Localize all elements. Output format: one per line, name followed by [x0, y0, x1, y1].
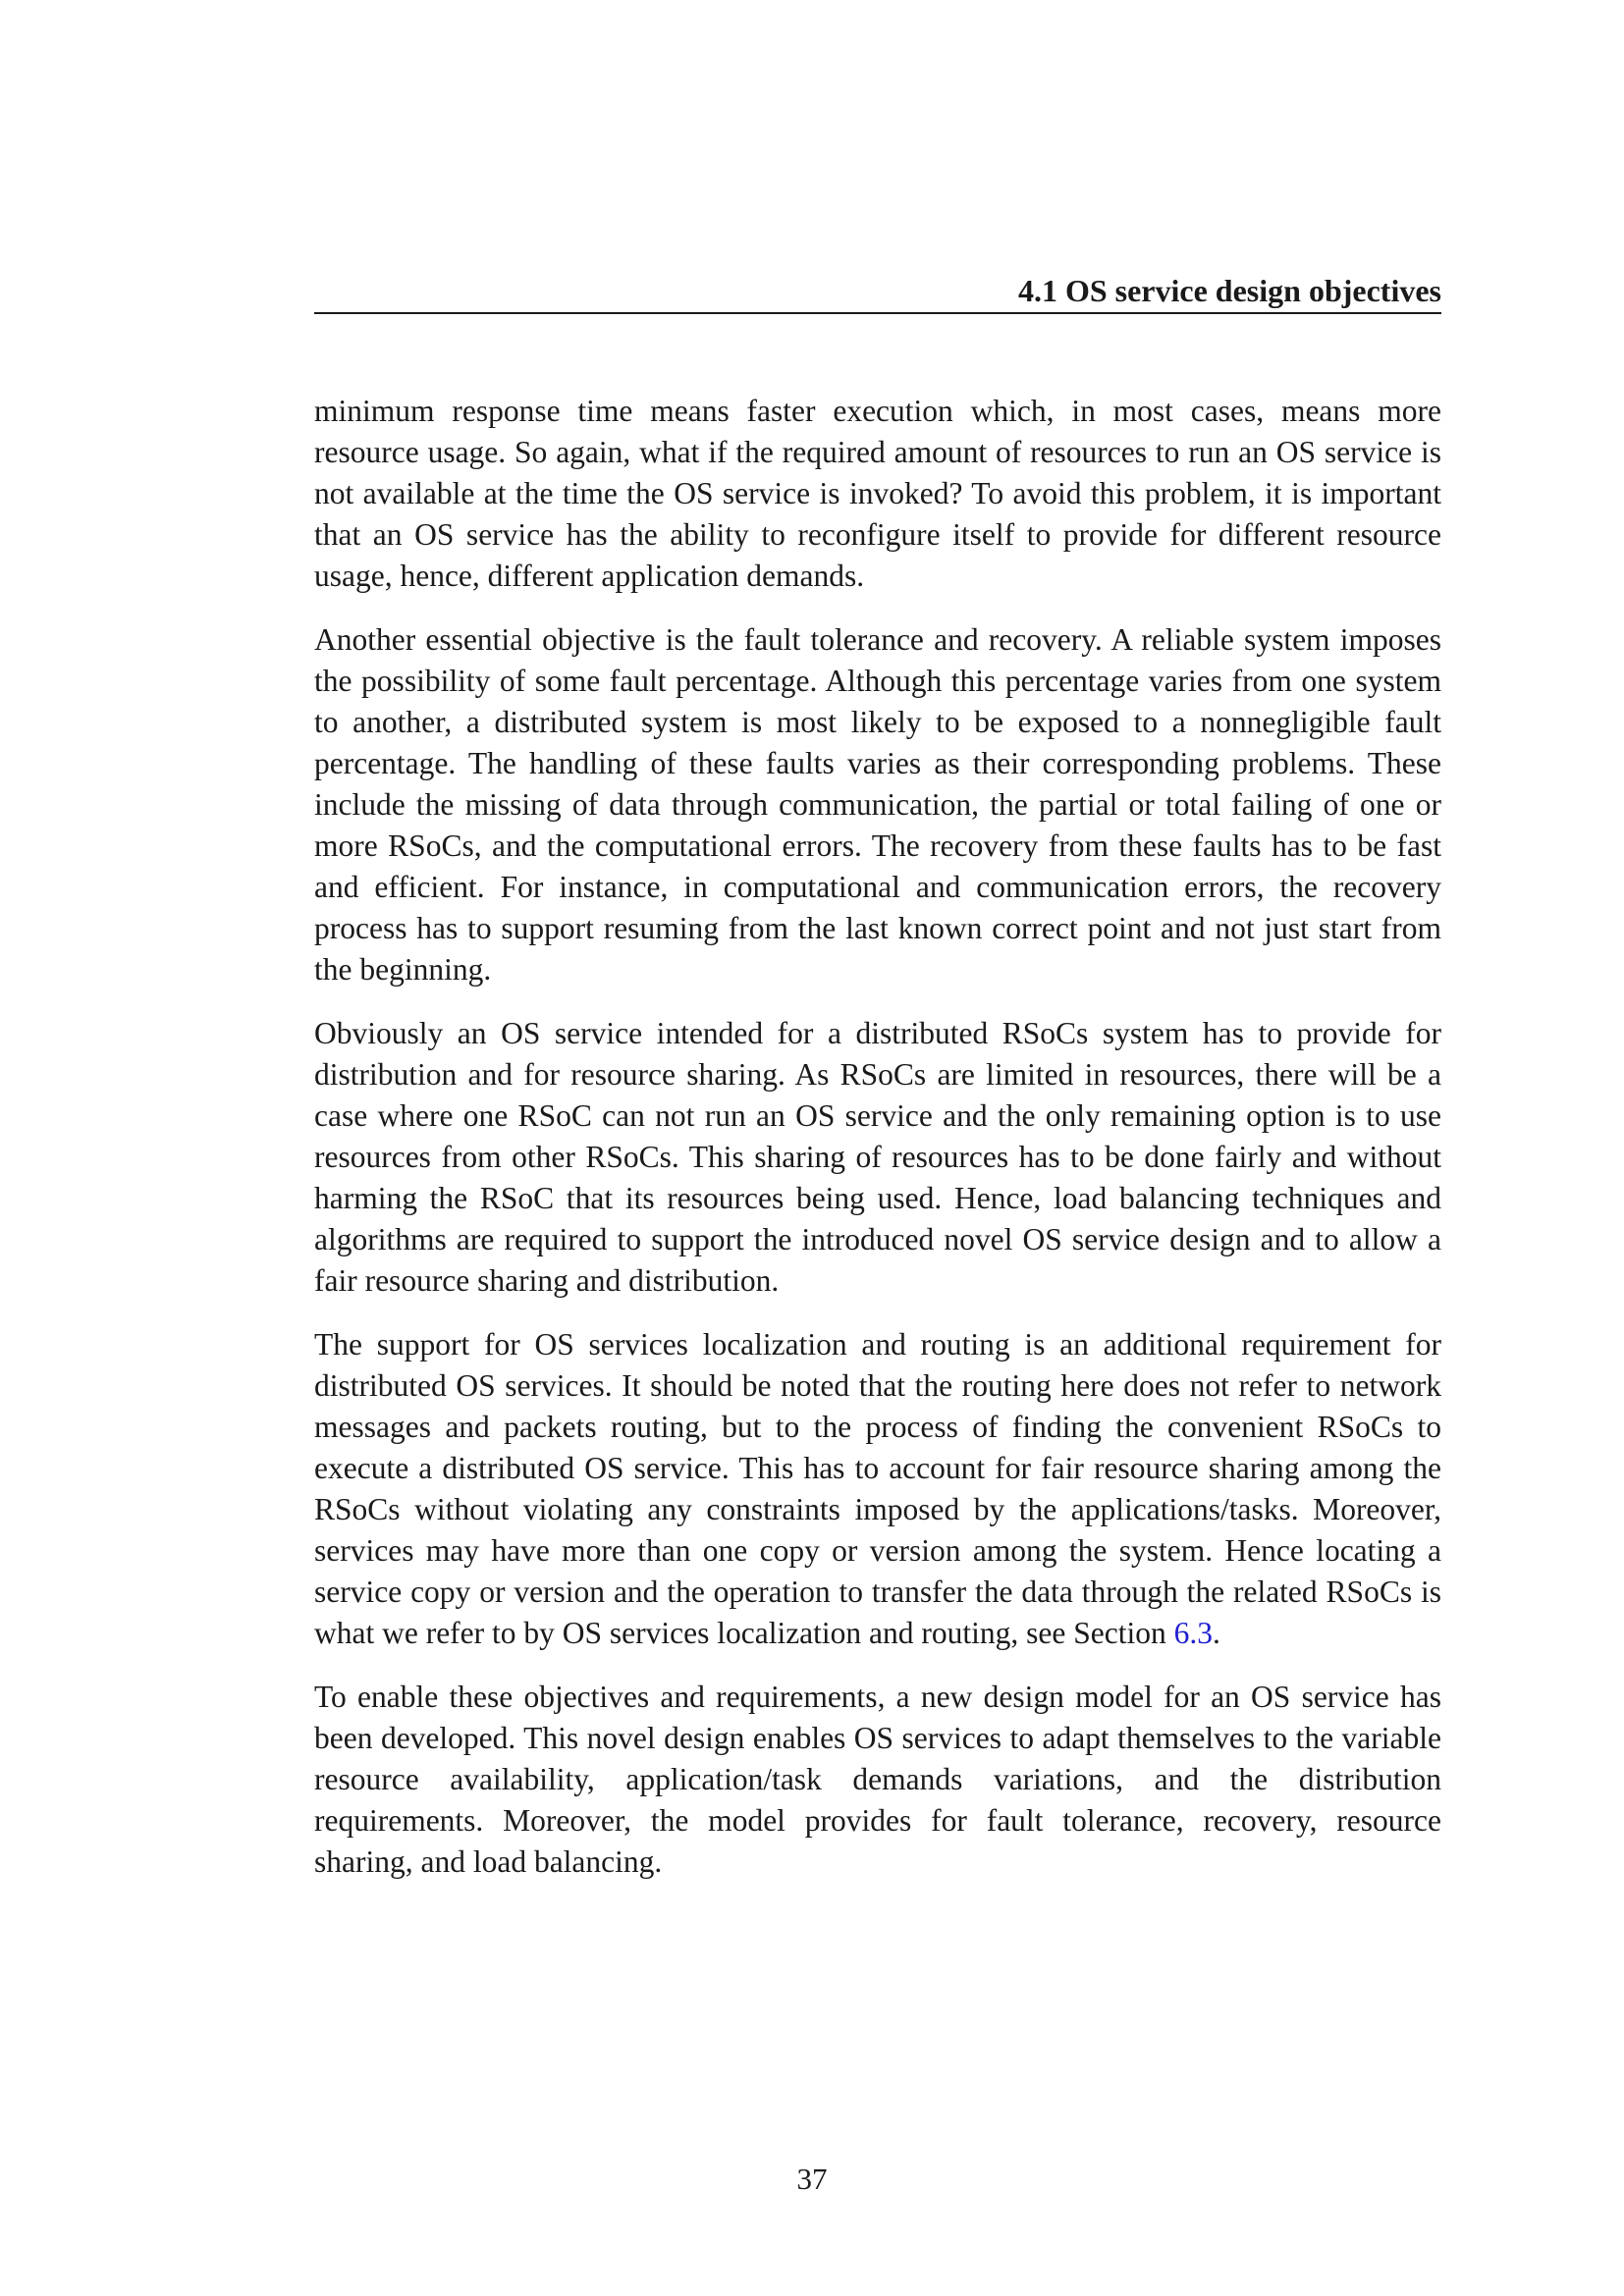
running-header — [314, 273, 1441, 308]
paragraph-5 — [314, 1677, 1441, 1883]
section-reference-link[interactable]: 6.3 — [1173, 1616, 1213, 1650]
paragraph-1 — [314, 391, 1441, 597]
paragraph-4-tail: . — [1212, 1616, 1220, 1650]
paragraph-2-text: Another essential objective is the fault tolerance and recovery. A reliable system imposes the possibility of some fault percentage. Although this percentage varies from one system to another, a distributed system is most likely to be exposed to a nonnegligible fault percentage. The handling of these faults varies as their corresponding problems. These include the missing of data through communication, the partial or total failing of one or more RSoCs, and the computational errors. The recovery from these faults has to be fast and efficient. For instance, in computational and communication errors, the recovery process has to support resuming from the last known correct point and not just start from the beginning. — [314, 622, 1441, 987]
page-number: 37 — [796, 2162, 828, 2196]
paragraph-4-text: The support for OS services localization and routing is an additional requirement for distributed OS services. It should be noted that the routing here does not refer to network messages and packets routing, but to the process of finding the convenient RSoCs to execute a distributed OS service. This has to account for fair resource sharing among the RSoCs without violating any constraints imposed by the applications/tasks. Moreover, services may have more than one copy or version among the system. Hence locating a service copy or version and the operation to transfer the data through the related RSoCs is what we refer to by OS services localization and routing, see Section — [314, 1327, 1441, 1650]
paragraph-2 — [314, 619, 1441, 990]
body-text — [314, 391, 1441, 1905]
paragraph-3-text: Obviously an OS service intended for a distributed RSoCs system has to provide for distribution and for resource sharing. As RSoCs are limited in resources, there will be a case where one RSoC can not run an OS service and the only remaining option is to use resources from other RSoCs. This sharing of resources has to be done fairly and without harming the RSoC that its resources being used. Hence, load balancing techniques and algorithms are required to support the introduced novel OS service design and to allow a fair resource sharing and distribution. — [314, 1016, 1441, 1298]
paragraph-1-text: minimum response time means faster execution which, in most cases, means more resource usage. So again, what if the required amount of resources to run an OS service is not available at the time the OS service is invoked? To avoid this problem, it is important that an OS service has the ability to reconfigure itself to provide for different resource usage, hence, different application demands. — [314, 394, 1441, 593]
paragraph-4 — [314, 1324, 1441, 1654]
paragraph-5-text: To enable these objectives and requirements, a new design model for an OS service has been developed. This novel design enables OS services to adapt themselves to the variable resource availability, application/task demands variations, and the distribution requirements. Moreover, the model provides for fault tolerance, recovery, resource sharing, and load balancing. — [314, 1680, 1441, 1879]
header-rule — [314, 312, 1441, 314]
paragraph-3 — [314, 1013, 1441, 1302]
section-title: 4.1 OS service design objectives — [1017, 273, 1441, 308]
